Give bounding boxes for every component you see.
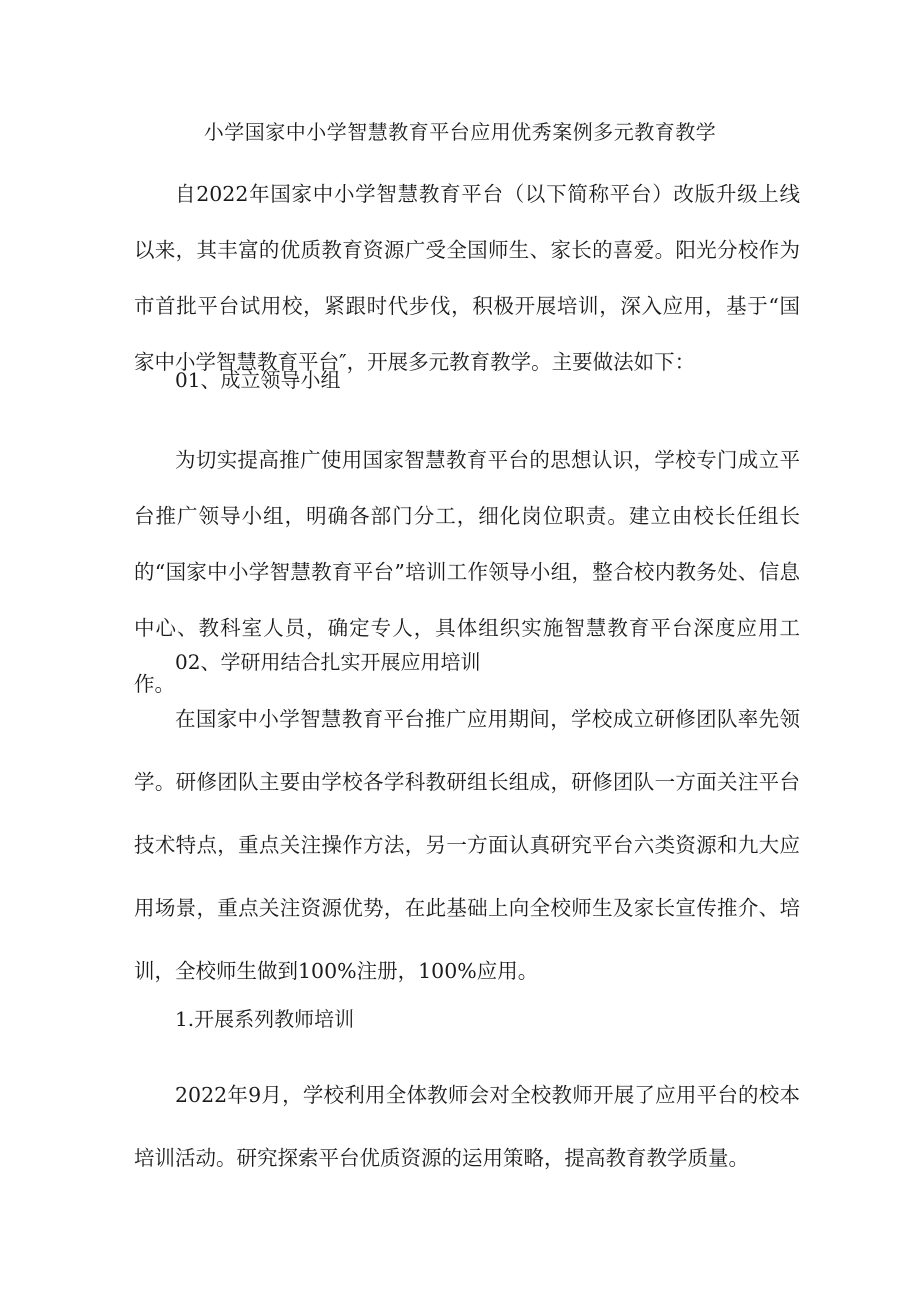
- section-02-paragraph: 在国家中小学智慧教育平台推广应用期间，学校成立研修团队率先领学。研修团队主要由学校各学科教研组长组成，研修团队一方面关注平台技术特点，重点关注操作方法，另一方面认真研究平台六类资源和九大应用场景，重点关注资源优势，在此基础上向全校师生及家长宣传推介、培训，全校师生做到100%注册，100%应用。: [134, 707, 800, 983]
- section-heading-02: 02、学研用结合扎实开展应用培训: [175, 650, 481, 674]
- subsection-1-paragraph: 2022年9月，学校利用全体教师会对全校教师开展了应用平台的校本培训活动。研究探索平台优质资源的运用策略，提高教育教学质量。: [134, 1083, 800, 1170]
- section-01-paragraph: 为切实提高推广使用国家智慧教育平台的思想认识，学校专门成立平台推广领导小组，明确各部门分工，细化岗位职责。建立由校长任组长的“国家中小学智慧教育平台”培训工作领导小组，整合校内教务处、信息中心、教科室人员，确定专人，具体组织实施智慧教育平台深度应用工作。: [134, 448, 800, 696]
- section-heading-01: 01、成立领导小组: [175, 368, 341, 392]
- document-title: 小学国家中小学智慧教育平台应用优秀案例多元教育教学: [203, 120, 717, 144]
- intro-paragraph: 自2022年国家中小学智慧教育平台（以下简称平台）改版升级上线以来，其丰富的优质教育资源广受全国师生、家长的喜爱。阳光分校作为市首批平台试用校，紧跟时代步伐，积极开展培训，深入应用，基于“国家中小学智慧教育平台″，开展多元教育教学。主要做法如下：: [134, 182, 800, 374]
- subsection-heading-1: 1.开展系列教师培训: [175, 1007, 355, 1031]
